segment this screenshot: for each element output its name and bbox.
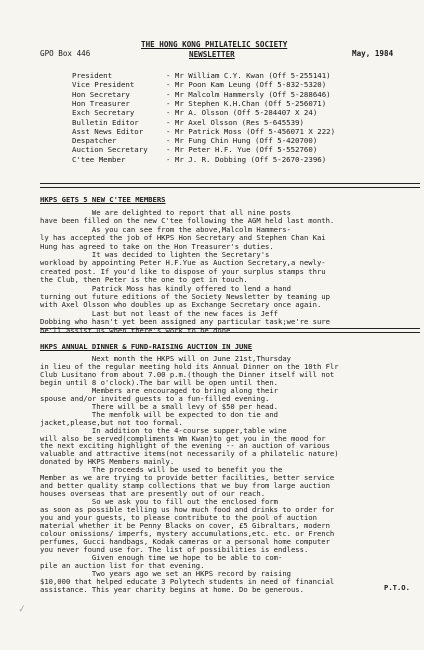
body-text-line: pile an auction list for that evening.	[40, 560, 205, 570]
body-text-line: perfumes, Gucci handbags, Kodak cameras or a personal home computer	[40, 536, 330, 546]
newsletter-title: NEWSLETTER	[189, 50, 235, 59]
body-text-line: the next exciting highlight of the evening -- an auction of various	[40, 441, 330, 451]
officer-name: - Mr Poon Kam Leung (Off 5-832-5320)	[166, 80, 327, 90]
officer-role: Despatcher	[72, 136, 117, 146]
body-text-line: As you can see from the above,Malcolm Hammers-	[40, 224, 291, 234]
body-text-line: Club Lusitano from about 7.00 p.m.(though the Dinner itself will not	[40, 369, 335, 379]
body-text-line: have been filled on the new C'tee following the AGM held last month.	[40, 216, 335, 226]
officer-name: - Mr Peter H.F. Yue (Off 5-552760)	[166, 145, 318, 155]
body-text-line: as soon as possible telling us how much food and drinks to order for	[40, 505, 335, 515]
officer-name: - Mr Malcolm Hammersly (Off 5-288646)	[166, 89, 331, 99]
body-text-line: will also be served(compliments Wm Kwan)to get you in the mood for	[40, 433, 326, 443]
body-text-line: It was decided to lighten the Secretary's	[40, 250, 270, 259]
body-text-line: $10,000 that helped educate 3 Polytech students in need of financial	[40, 576, 335, 586]
body-text-line: begin until 8 o'clock).The bar will be open until then.	[40, 377, 278, 387]
body-text-line: There will be a small levy of $50 per head.	[40, 401, 278, 411]
officer-role: Hon Secretary	[72, 89, 130, 99]
body-text-line: Next month the HKPS will on June 21st,Thursday	[40, 354, 291, 363]
body-text-line: spouse and/or invited guests to a fun-filled evening.	[40, 393, 270, 403]
body-text-line: he'll assist us when there's work to be done.	[40, 325, 235, 335]
officer-role: Auction Secretary	[72, 145, 148, 155]
body-text-line: The menfolk will be expected to don tie and	[40, 409, 278, 419]
section-divider	[40, 325, 420, 335]
section-heading-dinner: HKPS ANNUAL DINNER & FUND-RAISING AUCTION IN JUNE	[40, 342, 253, 351]
body-text-line: with Axel Olsson who doubles up as Exchange Secretary once again.	[40, 300, 322, 310]
body-text-line: donated by HKPS Members mainly.	[40, 457, 175, 467]
issue-date: May, 1984	[352, 49, 394, 58]
body-text-line: colour omissions/ imperfs, mystery accumulations,etc. etc. or French	[40, 528, 335, 538]
body-text-line: Given enough time we hope to be able to com-	[40, 552, 283, 562]
body-text-line: valuable and attractive items(not necessarily of a philatelic nature)	[40, 449, 339, 459]
officer-name: - Mr William C.Y. Kwan (Off 5-255141)	[166, 71, 331, 80]
body-text-line: So we ask you to fill out the enclosed form	[40, 497, 278, 507]
body-text-line: you never found use for. The list of possibilities is endless.	[40, 544, 309, 554]
body-text-line: Member as we are trying to provide better facilities, better service	[40, 473, 335, 483]
body-text-line: Last but not least of the new faces is Jeff	[40, 308, 278, 318]
officer-role: Hon Treasurer	[72, 98, 130, 108]
officer-name: - Mr J. R. Dobbing (Off 5-2670-2396)	[166, 154, 327, 164]
officer-name: - Mr A. Olsson (Off 5-284407 X 24)	[166, 108, 318, 118]
body-text-line: jacket,please,but not too formal.	[40, 417, 183, 427]
officer-name: - Mr Axel Olsson (Res 5-645539)	[166, 117, 304, 127]
body-text-line: you and your guests, to please contribute to the pool of auction	[40, 513, 317, 522]
section-divider	[40, 183, 420, 188]
page-turn-note: P.T.O.	[384, 583, 410, 592]
body-text-line: created post. If you'd like to dispose of your surplus stamps thru	[40, 266, 326, 276]
po-box: GPO Box 446	[40, 49, 91, 58]
body-text-line: the Club, then Peter is the one to get in touch.	[40, 275, 248, 285]
officer-role: C'tee Member	[72, 154, 126, 164]
officer-name: - Mr Stephen K.H.Chan (Off 5-256071)	[166, 98, 327, 108]
officer-role: Vice President	[72, 80, 135, 90]
officer-role: Bulletin Editor	[72, 117, 139, 127]
officer-name: - Mr Fung Chin Hung (Off 5-420700)	[166, 136, 318, 146]
body-text-line: The proceeds will be used to benefit you the	[40, 465, 283, 475]
officer-role: President	[72, 71, 113, 80]
body-text-line: assistance. This year charity begins at home. Do be generous.	[40, 584, 304, 594]
body-text-line: Two years ago we set an HKPS record by raising	[40, 568, 291, 578]
body-text-line: Dobbing who hasn't yet been assigned any particular task;we're sure	[40, 317, 330, 327]
body-text-line: houses overseas that are presently out of our reach.	[40, 489, 266, 499]
body-text-line: Members are encouraged to bring along their	[40, 385, 278, 395]
body-text-line: In addition to the 4-course supper,table wine	[40, 425, 287, 435]
body-text-line: in lieu of the regular meeting hold its Annual Dinner on the 10th Flr	[40, 361, 339, 371]
body-text-line: Hung has agreed to take on the Hon Treasurer's duties.	[40, 241, 274, 251]
body-text-line: workload by appointing Peter H.F.Yue as Auction Secretary,a newly-	[40, 258, 326, 268]
body-text-line: Patrick Moss has kindly offered to lend a hand	[40, 283, 291, 293]
body-text-line: material whether it be Penny Blacks on cover, £5 Gibraltars, modern	[40, 520, 330, 530]
officer-role: Exch Secretary	[72, 108, 135, 118]
body-text-line: ly has accepted the job of HKPS Hon Secretary and Stephen Chan Kai	[40, 233, 326, 243]
handwritten-mark: ✓	[17, 603, 28, 616]
body-text-line: We are delighted to report that all nine posts	[40, 208, 291, 217]
officer-name: - Mr Patrick Moss (Off 5-456071 X 222)	[166, 126, 336, 136]
section-heading-committee: HKPS GETS 5 NEW C'TEE MEMBERS	[40, 195, 166, 204]
body-text-line: and better quality stamp collections that we buy from large auction	[40, 481, 330, 491]
body-text-line: turning out future editions of the Society Newsletter by teaming up	[40, 292, 330, 301]
society-title: THE HONG KONG PHILATELIC SOCIETY	[141, 40, 288, 49]
officer-role: Asst News Editor	[72, 126, 144, 136]
